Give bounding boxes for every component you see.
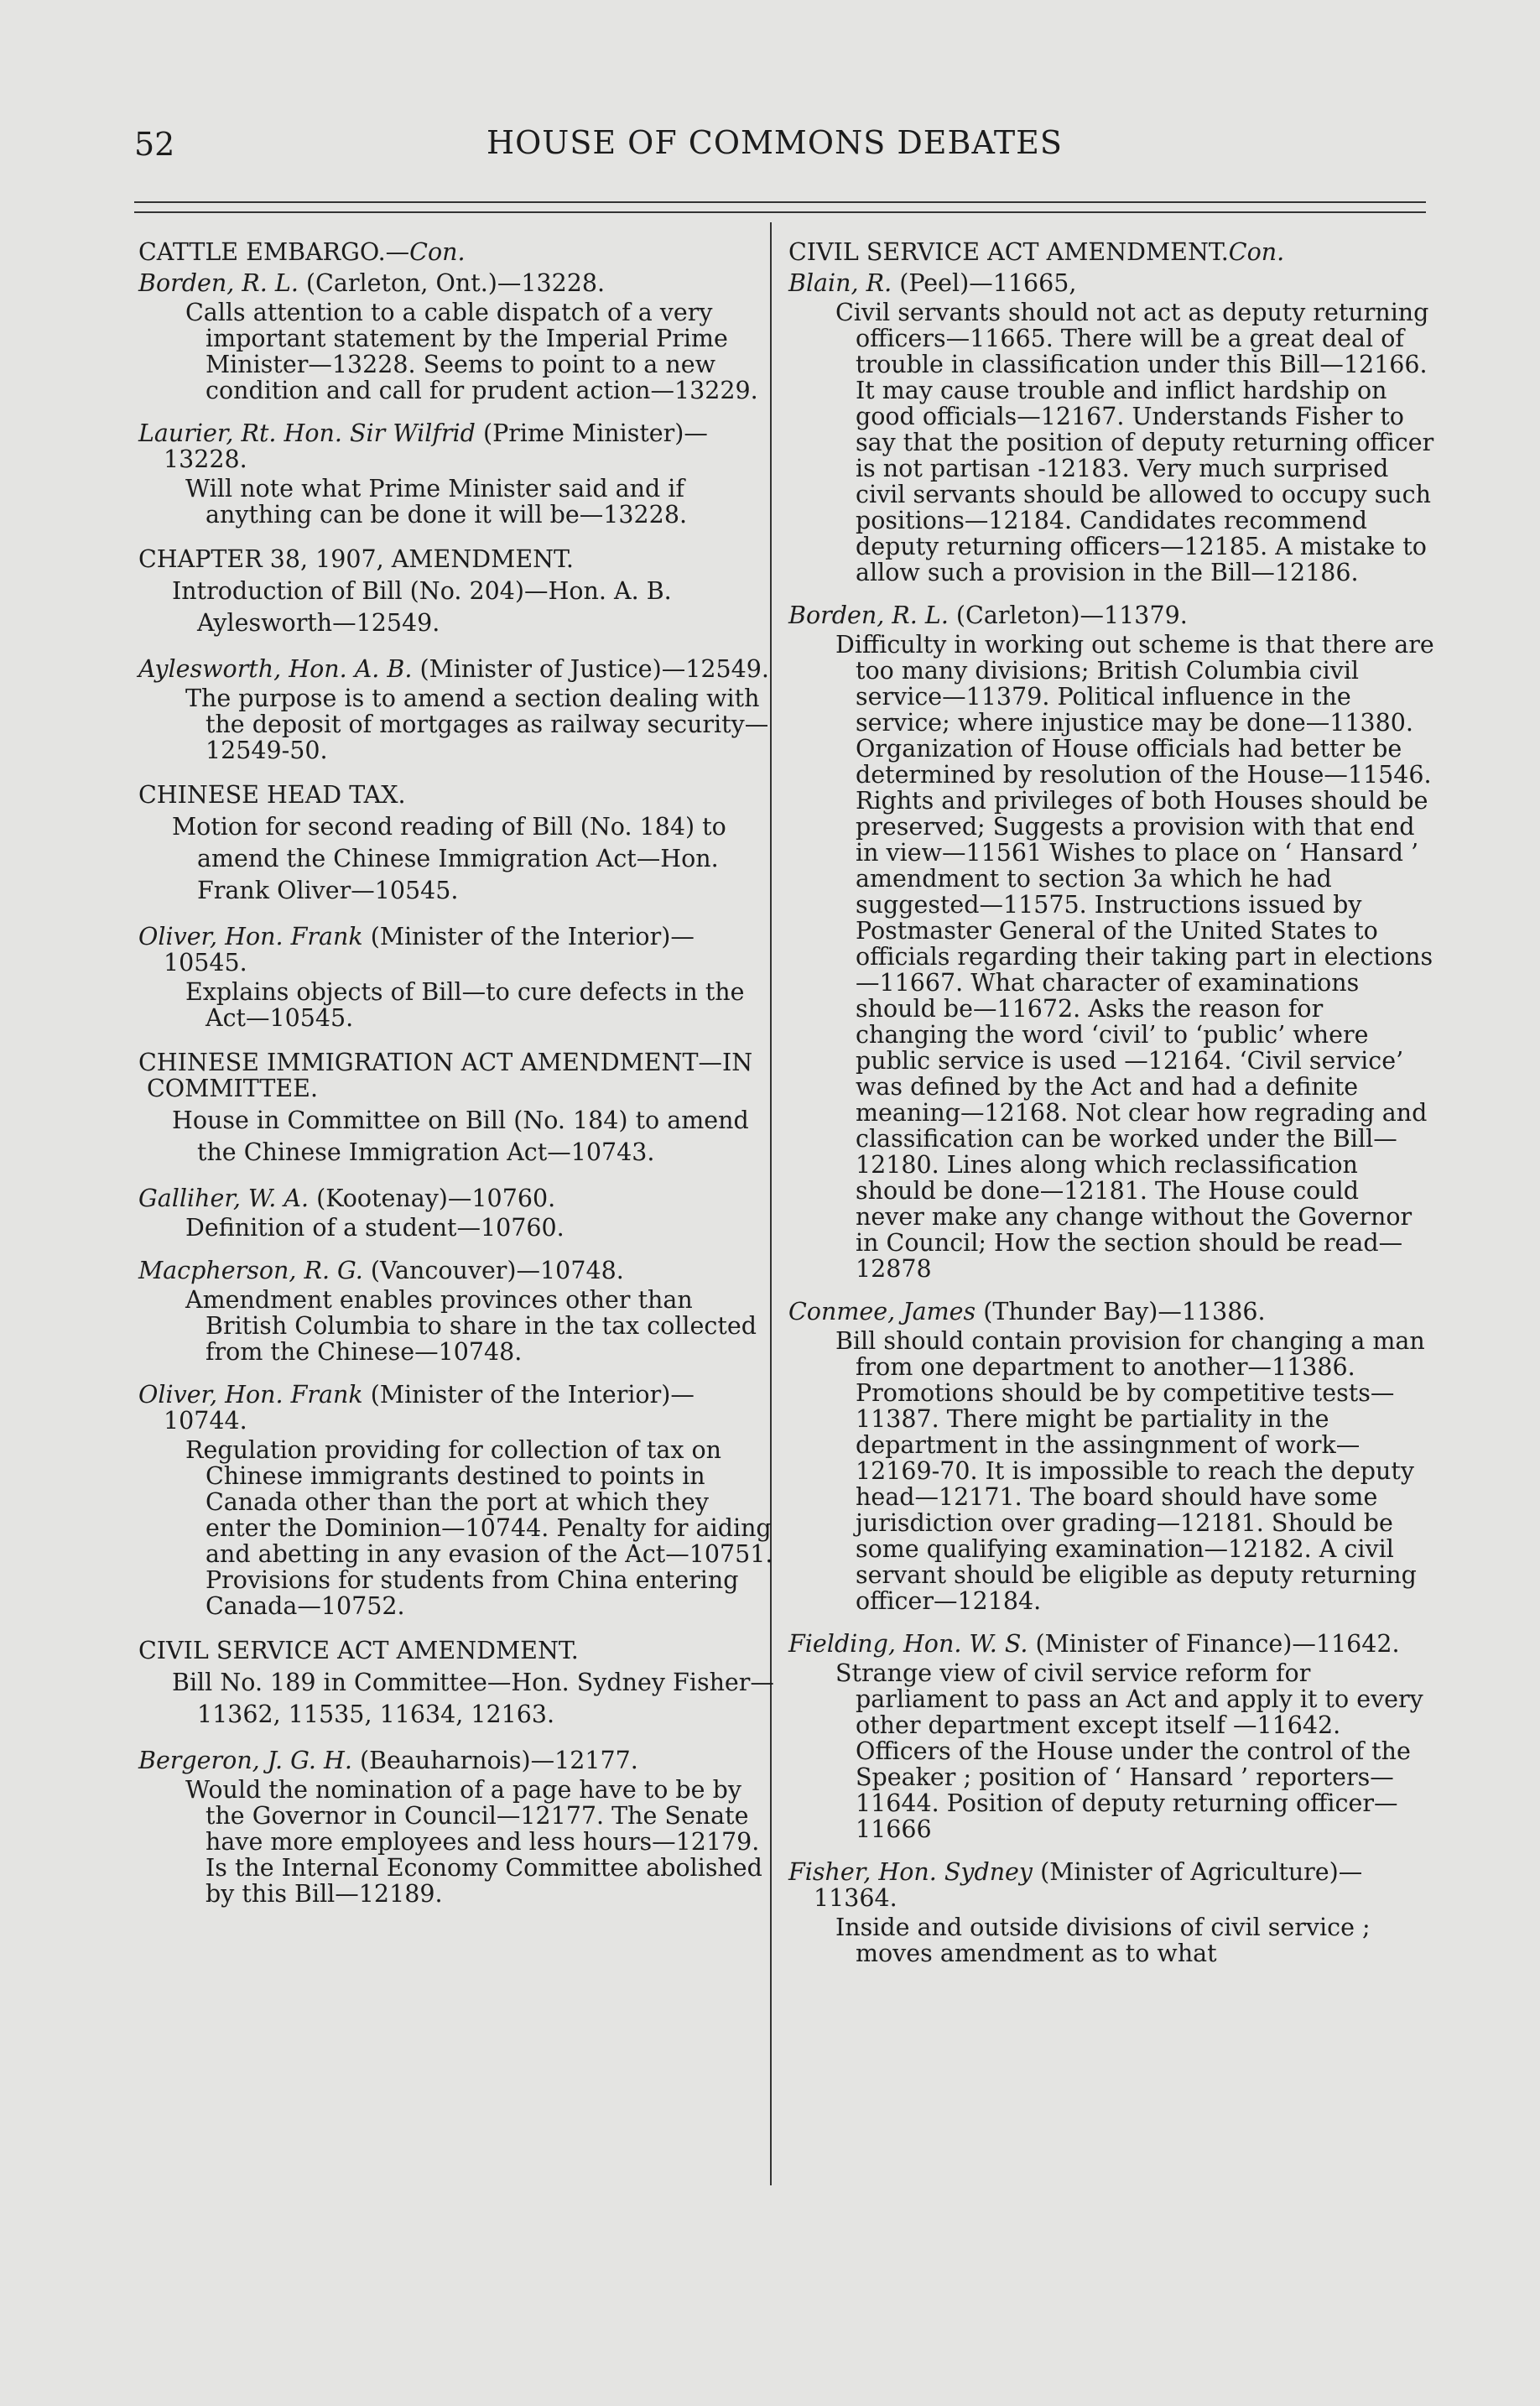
header-rule xyxy=(134,211,1426,213)
entry-text: Would the nomination of a page have to be by the Governor in Council—12177. The Senate have more employees and less hours—12179. Is the Internal Economy Committee abolished by this Bill—12189. xyxy=(185,1776,762,1908)
speaker-name: Laurier, Rt. Hon. Sir Wilfrid xyxy=(138,419,476,447)
right-column xyxy=(788,239,1434,1966)
speaker-entry: Macpherson, R. G. (Vancouver)—10748. Amendment enables provinces other than British Columbia to share in the tax collected from the Chinese—10748. xyxy=(138,1258,776,1365)
speaker-entry: Aylesworth, Hon. A. B. (Minister of Justice)—12549. The purpose is to amend a section dealing with the deposit of mortgages as railway security— 12549-50. xyxy=(138,656,776,763)
section-intro: Bill No. 189 in Committee—Hon. Sydney Fisher—11362, 11535, 11634, 12163. xyxy=(172,1669,774,1728)
speaker-name: Oliver, Hon. Frank xyxy=(138,923,363,950)
speaker-entry: Blain, R. (Peel)—11665, Civil servants should not act as deputy returning officers—11665. There will be a great deal of trouble in classification under this Bill—12166. It may cause trouble and inflict hardship on good officials—12167. Understands Fisher to say that the position of deputy returning officer is not partisan -12183. Very much surprised civil servants should be allowed to occupy such positions—12184. Candidates recommend deputy returning officers—12185. A mistake to allow such a provision in the Bill—12186. xyxy=(788,269,1434,586)
entry-text: Will note what Prime Minister said and if anything can be done it will be—13228. xyxy=(185,475,688,529)
header-rule xyxy=(134,201,1426,203)
speaker-name: Conmee, James xyxy=(788,1298,976,1325)
speaker-entry: Borden, R. L. (Carleton, Ont.)—13228. Calls attention to a cable dispatch of a very important statement by the Imperial Prime Minister—13228. Seems to point to a new condition and call for prudent action—13229. xyxy=(138,270,776,404)
section-heading: CHINESE IMMIGRATION ACT AMENDMENT—IN COMMITTEE. xyxy=(138,1049,753,1102)
speaker-entry: Borden, R. L. (Carleton)—11379. Difficulty in working out scheme is that there are too many divisions; British Columbia civil service—11379. Political influence in the service; where injustice may be done—11380. Organization of House officials had better be determined by resolution of the House—11546. Rights and privileges of both Houses should be preserved; Suggests a provision with that end in view—11561 Wishes to place on ‘ Hansard ’ amendment to section 3a which he had suggested—11575. Instructions issued by Postmaster General of the United States to officials regarding their taking part in elections—11667. What character of examinations should be—11672. Asks the reason for changing the word ‘civil’ to ‘public’ where public service is used —12164. ‘Civil service’ was defined by the Act and had a definite meaning—12168. Not clear how regrading and classification can be worked under the Bill—12180. Lines along which reclassification should be done—12181. The House could never make any change without the Governor in Council; How the section should be read—12878 xyxy=(788,602,1434,1283)
section-heading: CHINESE HEAD TAX. xyxy=(138,781,406,809)
speaker-name: Blain, R. xyxy=(788,269,892,297)
page-number: 52 xyxy=(134,126,175,163)
section-chapter-38 xyxy=(138,546,776,763)
speaker-name: Borden, R. L. xyxy=(138,269,299,297)
entry-text: Explains objects of Bill—to cure defects in the Act—10545. xyxy=(185,978,745,1032)
speaker-entry: Oliver, Hon. Frank (Minister of the Interior)—10744. Regulation providing for collection of tax on Chinese immigrants destined to points in Canada other than the port at which they enter the Dominion—10744. Penalty for aiding and abetting in any evasion of the Act—10751. Provisions for students from China entering Canada—10752. xyxy=(138,1382,776,1619)
speaker-entry: Oliver, Hon. Frank (Minister of the Interior)—10545. Explains objects of Bill—to cure defects in the Act—10545. xyxy=(138,924,776,1031)
entry-text: Strange view of civil service reform for parliament to pass an Act and apply it to every other department except itself —11642. Officers of the House under the control of the Speaker ; position of ‘ Hansard ’ reporters—11644. Position of deputy returning officer—11666 xyxy=(835,1659,1423,1843)
section-heading: CIVIL SERVICE ACT AMENDMENT. xyxy=(138,1637,579,1664)
speaker-name: Borden, R. L. xyxy=(788,602,949,629)
entry-text: Definition of a student—10760. xyxy=(185,1214,564,1242)
speaker-name: Oliver, Hon. Frank xyxy=(138,1381,363,1409)
running-head: HOUSE OF COMMONS DEBATES xyxy=(486,124,1063,161)
speaker-entry: Fielding, Hon. W. S. (Minister of Finance)—11642. Strange view of civil service reform for parliament to pass an Act and apply it to every other department except itself —11642. Officers of the House under the control of the Speaker ; position of ‘ Hansard ’ reporters—11644. Position of deputy returning officer—11666 xyxy=(788,1631,1434,1842)
section-heading: CIVIL SERVICE ACT AMENDMENT.Con. xyxy=(788,238,1285,266)
speaker-entry: Fisher, Hon. Sydney (Minister of Agriculture)—11364. Inside and outside divisions of civil service ; moves amendment as to what xyxy=(788,1859,1434,1966)
speaker-name: Fielding, Hon. W. S. xyxy=(788,1630,1028,1658)
section-chinese-head-tax xyxy=(138,782,776,1031)
entry-text: Bill should contain provision for changing a man from one department to another—11386. Promotions should be by competitive tests—11387. There might be partiality in the department in the assingnment of work—12169-70. It is impossible to reach the deputy head—12171. The board should have some jurisdiction over grading—12181. Should be some qualifying examination—12182. A civil servant should be eligible as deputy returning officer—12184. xyxy=(835,1327,1425,1615)
entry-text: The purpose is to amend a section dealing with the deposit of mortgages as railway security— 12549-50. xyxy=(185,685,769,764)
section-cattle-embargo xyxy=(138,239,776,528)
section-heading: CATTLE EMBARGO.—Con. xyxy=(138,238,466,266)
speaker-name: Fisher, Hon. Sydney xyxy=(788,1858,1033,1886)
speaker-name: Bergeron, J. G. H. xyxy=(138,1747,352,1774)
entry-text: Regulation providing for collection of tax on Chinese immigrants destined to points in Canada other than the port at which they enter the Dominion—10744. Penalty for aiding and abetting in any evasion of the Act—10751. Provisions for students from China entering Canada—10752. xyxy=(185,1436,773,1620)
entry-text: Inside and outside divisions of civil service ; moves amendment as to what xyxy=(835,1914,1371,1967)
speaker-entry: Bergeron, J. G. H. (Beauharnois)—12177. Would the nomination of a page have to be by the Governor in Council—12177. The Senate have more employees and less hours—12179. Is the Internal Economy Committee abolished by this Bill—12189. xyxy=(138,1747,776,1907)
speaker-name: Galliher, W. A. xyxy=(138,1185,310,1212)
section-civil-service xyxy=(138,1638,776,1907)
speaker-name: Aylesworth, Hon. A. B. xyxy=(138,655,413,683)
entry-text: Calls attention to a cable dispatch of a very important statement by the Imperial Prime Minister—13228. Seems to point to a new condition and call for prudent action—13229. xyxy=(185,299,758,404)
speaker-entry: Conmee, James (Thunder Bay)—11386. Bill should contain provision for changing a man from one department to another—11386. Promotions should be by competitive tests—11387. There might be partiality in the department in the assingnment of work—12169-70. It is impossible to reach the deputy head—12171. The board should have some jurisdiction over grading—12181. Should be some qualifying examination—12182. A civil servant should be eligible as deputy returning officer—12184. xyxy=(788,1299,1434,1614)
section-intro: House in Committee on Bill (No. 184) to amend the Chinese Immigration Act—10743. xyxy=(172,1107,749,1166)
section-heading: CHAPTER 38, 1907, AMENDMENT. xyxy=(138,545,574,573)
entry-text: Civil servants should not act as deputy returning officers—11665. There will be a great deal of trouble in classification under this Bill—12166. It may cause trouble and inflict hardship on good officials—12167. Understands Fisher to say that the position of deputy returning officer is not partisan -12183. Very much surprised civil servants should be allowed to occupy such positions—12184. Candidates recommend deputy returning officers—12185. A mistake to allow such a provision in the Bill—12186. xyxy=(835,299,1434,586)
section-intro: Motion for second reading of Bill (No. 184) to amend the Chinese Immigration Act—Hon. Frank Oliver—10545. xyxy=(172,813,726,904)
section-chinese-immigration xyxy=(138,1049,776,1619)
entry-text: Amendment enables provinces other than British Columbia to share in the tax collected from the Chinese—10748. xyxy=(185,1286,757,1366)
speaker-name: Macpherson, R. G. xyxy=(138,1257,363,1284)
left-column xyxy=(138,239,776,1910)
speaker-entry: Laurier, Rt. Hon. Sir Wilfrid (Prime Minister)—13228. Will note what Prime Minister said and if anything can be done it will be—13228. xyxy=(138,420,776,528)
speaker-entry: Galliher, W. A. (Kootenay)—10760. Definition of a student—10760. xyxy=(138,1185,776,1241)
entry-text: Difficulty in working out scheme is that there are too many divisions; British Columbia civil service—11379. Political influence in the service; where injustice may be done—11380. Organization of House officials had better be determined by resolution of the House—11546. Rights and privileges of both Houses should be preserved; Suggests a provision with that end in view—11561 Wishes to place on ‘ Hansard ’ amendment to section 3a which he had suggested—11575. Instructions issued by Postmaster General of the United States to officials regarding their taking part in elections—11667. What character of examinations should be—11672. Asks the reason for changing the word ‘civil’ to ‘public’ where public service is used —12164. ‘Civil service’ was defined by the Act and had a definite meaning—12168. Not clear how regrading and classification can be worked under the Bill—12180. Lines along which reclassification should be done—12181. The House could never make any change without the Governor in Council; How the section should be read—12878 xyxy=(835,631,1434,1283)
section-intro: Introduction of Bill (No. 204)—Hon. A. B. Aylesworth—12549. xyxy=(172,577,672,637)
